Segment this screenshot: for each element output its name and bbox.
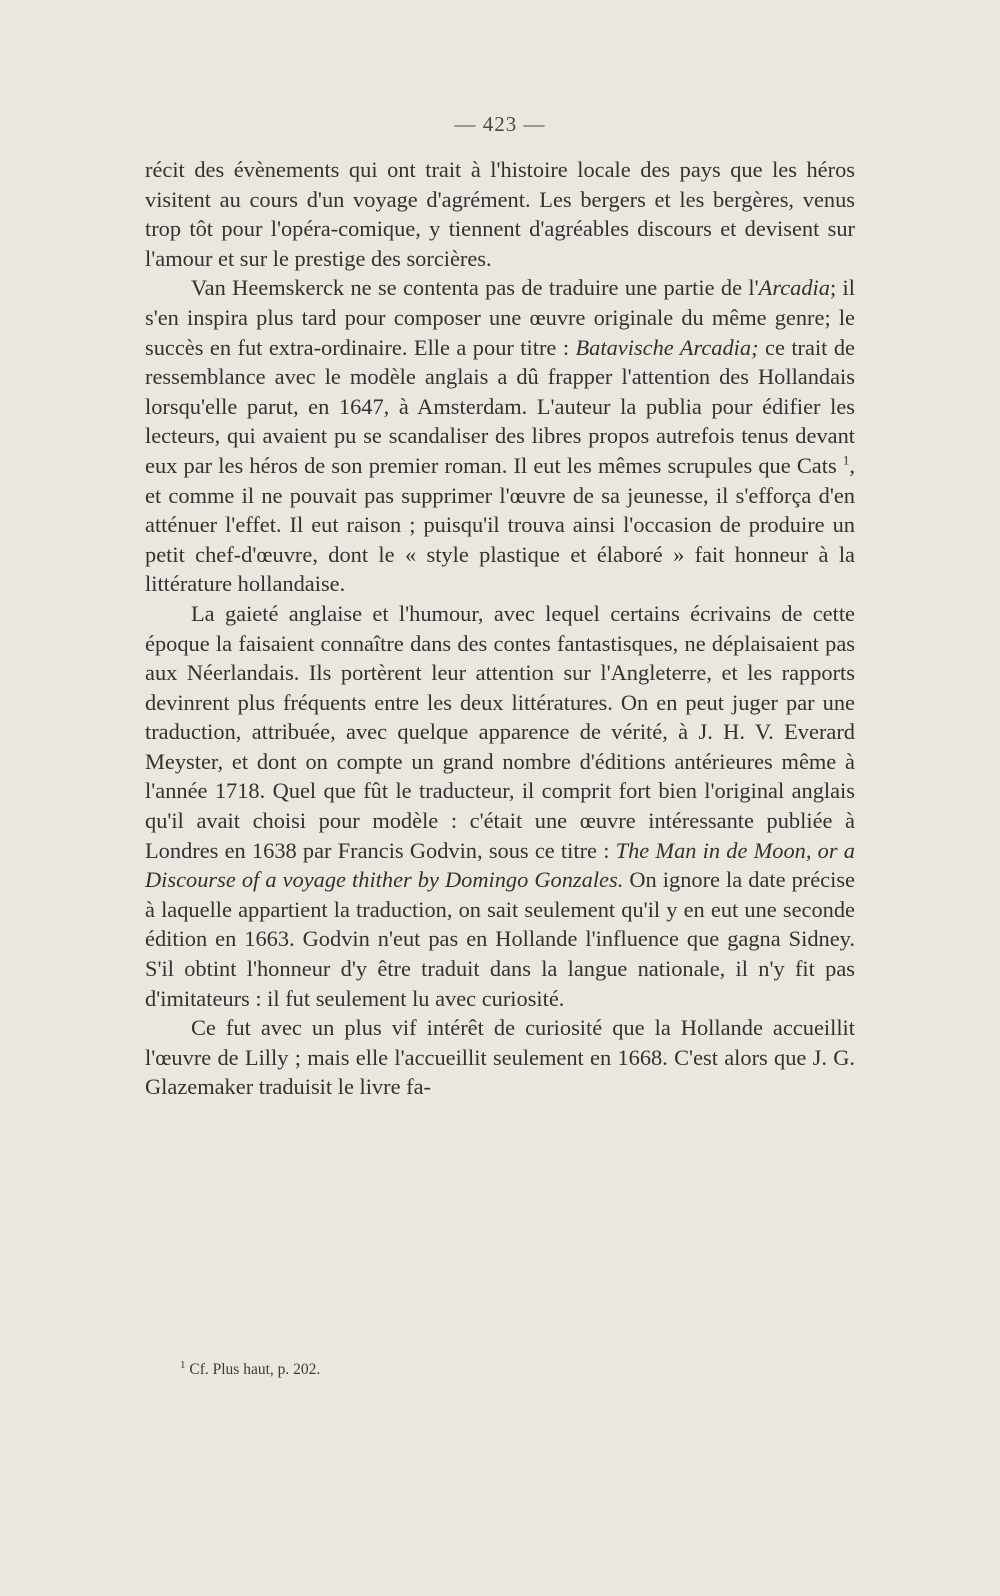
footnote (180, 1358, 321, 1379)
paragraph-2-text-a: Van Heemskerck ne se contenta pas de traduire une partie de l' (191, 275, 759, 301)
body-text (145, 155, 855, 1102)
paragraph-2-text-b: ; il s'en inspira plus tard pour composer une œuvre originale du même genre; le succès en fut extra-ordinaire. Elle a pour titre : (145, 275, 855, 360)
title-arcadia: Arcadia (758, 275, 830, 301)
paragraph-1 (145, 155, 855, 273)
footnote-reference: 1 (842, 452, 850, 468)
title-batavische-arcadia: Batavische Arcadia; (575, 334, 759, 360)
paragraph-2 (145, 273, 855, 599)
paragraph-3-text-b: On ignore la date précise à laquelle appartient la traduction, on sait seulement qu'il y en eut une seconde édition en 1663. Godvin n'eut pas en Hollande l'influence que gagna Sidney. S'il obtint l'honneur d'y être traduit dans la langue nationale, il n'y fit pas d'imitateurs : il fut seulement lu avec curiosité. (145, 867, 855, 1011)
paragraph-1-text: récit des évènements qui ont trait à l'histoire locale des pays que les héros visitent au cours d'un voyage d'agrément. Les bergers et les bergères, venus trop tôt pour l'opéra-comique, y tiennent d'agréables discours et devisent sur l'amour et sur le prestige des sorcières. (145, 157, 855, 271)
paragraph-4 (145, 1013, 855, 1102)
paragraph-2-text-d: , et comme il ne pouvait pas supprimer l'œuvre de sa jeunesse, il s'efforça d'en atténuer l'effet. Il eut raison ; puisqu'il trouva ainsi l'occasion de produire un petit chef-d'œuvre, dont le « style plastique et élaboré » fait honneur à la littérature hollandaise. (145, 452, 855, 597)
footnote-marker: 1 (180, 1358, 186, 1371)
page-number: — 423 — (454, 112, 546, 136)
footnote-text: Cf. Plus haut, p. 202. (189, 1361, 321, 1378)
paragraph-3 (145, 599, 855, 1013)
paragraph-2-text-c: ce trait de ressemblance avec le modèle anglais a dû frapper l'attention des Hollandais lorsqu'elle parut, en 1647, à Amsterdam. L'auteur la publia pour édifier les lecteurs, qui avaient pu se scandaliser des libres propos autrefois tenus devant eux par les héros de son premier roman. Il eut les mêmes scrupules que Cats (145, 334, 855, 478)
paragraph-3-text-a: La gaieté anglaise et l'humour, avec lequel certains écrivains de cette époque la faisaient connaître dans des contes fantastisques, ne déplaisaient pas aux Néerlandais. Ils portèrent leur attention sur l'Angleterre, et les rapports devinrent plus fréquents entre les deux littératures. On en peut juger par une traduction, attribuée, avec quelque apparence de vérité, à J. H. V. Everard Meyster, et dont on compte un grand nombre d'éditions antérieures même à l'année 1718. Quel que fût le traducteur, il comprit fort bien l'original anglais qu'il avait choisi pour modèle : c'était une œuvre intéressante publiée à Londres en 1638 par Francis Godvin, sous ce titre : (145, 600, 855, 863)
title-man-in-the-moon: The Man in de Moon, or a Discourse of a voyage thither by Domingo Gonzales. (145, 837, 855, 893)
paragraph-4-text: Ce fut avec un plus vif intérêt de curiosité que la Hollande accueillit l'œuvre de Lilly ; mais elle l'accueillit seulement en 1668. C'est alors que J. G. Glazemaker traduisit le livre fa- (145, 1015, 855, 1100)
